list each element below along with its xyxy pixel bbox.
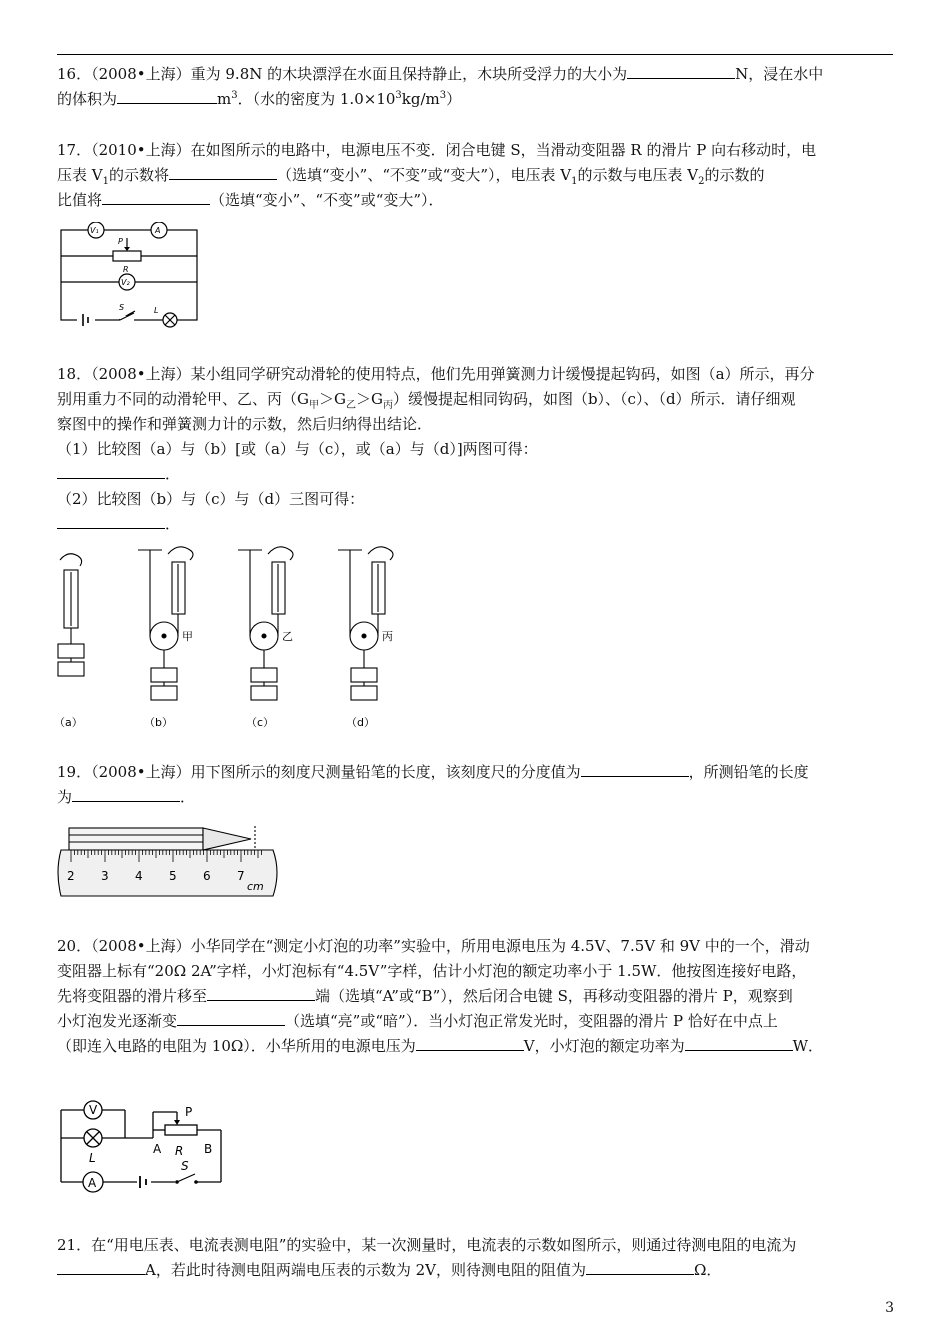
q19-ruler-diagram	[57, 822, 282, 902]
caption-c: （c）	[246, 716, 275, 729]
ruler-tick-label: 7	[237, 869, 245, 883]
q18-text-2: 别用重力不同的动滑轮甲、乙、丙（G	[57, 390, 309, 408]
answer-blank[interactable]	[57, 1259, 145, 1275]
pulley-label-yi: 乙	[282, 630, 293, 643]
label-r: R	[123, 265, 129, 274]
ruler-tick-label: 3	[101, 869, 109, 883]
subscript: 1	[102, 176, 109, 187]
q20-text-4: 端（选填“A”或“B”），然后闭合电键 S，再移动变阻器的滑片 P，观察到	[315, 987, 793, 1005]
weight-icon	[58, 644, 84, 658]
q18-text-8: ．	[165, 465, 181, 483]
q16-text-3: 的体积为	[57, 90, 118, 108]
q17-text-8: （选填“变小”、“不变”或“变大”）．	[210, 191, 444, 209]
weight-icon	[351, 668, 377, 682]
page-number: 3	[885, 1300, 894, 1316]
weight-icon	[151, 686, 177, 700]
label-r: R	[175, 1144, 184, 1158]
answer-blank[interactable]	[416, 1035, 524, 1051]
q18-text-5: ）缓慢提起相同钩码，如图（b）、（c）、（d）所示．请仔细观	[392, 390, 796, 408]
answer-blank[interactable]	[169, 164, 277, 180]
exponent: 3	[395, 90, 402, 101]
q20-text-9: W．	[792, 1037, 824, 1055]
hand-icon	[60, 554, 82, 566]
q19-text-2: ，所测铅笔的长度	[688, 763, 809, 781]
q20-text-5: 小灯泡发光逐渐变	[57, 1012, 178, 1030]
rheostat-icon	[165, 1125, 197, 1135]
q17-text-3: 的示数将	[108, 166, 169, 184]
q16-text-5: ）	[446, 90, 462, 108]
answer-blank[interactable]	[117, 88, 217, 104]
q19-text-3: 为	[57, 788, 73, 806]
weight-icon	[58, 662, 84, 676]
q18-text-7: （1）比较图（a）与（b）[或（a）与（c），或（a）与（d）]两图可得：	[57, 440, 538, 458]
weight-icon	[251, 668, 277, 682]
answer-blank[interactable]	[581, 761, 689, 777]
ruler-unit: cm	[247, 880, 264, 893]
answer-blank[interactable]	[57, 463, 165, 479]
label-a: A	[155, 226, 161, 235]
label-l: L	[154, 306, 159, 315]
label-l: L	[89, 1151, 96, 1165]
subscript: 乙	[345, 400, 356, 411]
q19-text-1: 19．（2008•上海）用下图所示的刻度尺测量铅笔的长度，该刻度尺的分度值为	[57, 763, 581, 781]
ruler-tick-label: 4	[135, 869, 143, 883]
q17-text-7: 比值将	[57, 191, 103, 209]
caption-d: （d）	[346, 716, 375, 729]
q16-text-4: ．（水的密度为 1.0×10	[237, 90, 396, 108]
figure-d	[338, 547, 393, 700]
hand-icon	[268, 547, 293, 560]
figure-a	[58, 554, 84, 676]
q20-circuit-diagram	[57, 1098, 227, 1196]
q16-text-1: 16．（2008•上海）重为 9.8N 的木块漂浮在水面且保持静止，木块所受浮力的大小为	[57, 65, 628, 83]
label-ammeter: A	[88, 1176, 97, 1190]
ruler-tick-label: 2	[67, 869, 75, 883]
pulley-label-jia: 甲	[182, 630, 193, 643]
q18-text-10: ．	[165, 515, 181, 533]
q17-text-6: 的示数的	[704, 166, 765, 184]
label-v: V	[89, 1103, 98, 1117]
q16-text-2: N，浸在水中	[735, 65, 824, 83]
q18-text-3: ＞G	[318, 390, 346, 408]
answer-blank[interactable]	[72, 786, 180, 802]
q21-text-3: Ω．	[693, 1261, 722, 1279]
ruler-tick-label: 6	[203, 869, 211, 883]
q17-text-1: 17．（2010•上海）在如图所示的电路中，电源电压不变．闭合电键 S，当滑动变阻器 R 的滑片 P 向右移动时，电	[57, 141, 817, 159]
resistor-r-icon	[113, 251, 141, 261]
pencil-tip	[203, 828, 251, 850]
q20-text-1: 20．（2008•上海）小华同学在“测定小灯泡的功率”实验中，所用电源电压为 4.5V、7.5V 和 9V 中的一个，滑动	[57, 937, 810, 955]
label-s: S	[119, 303, 125, 312]
question-16	[57, 62, 893, 112]
unit: m	[217, 90, 232, 108]
q20-text-6: （选填“亮”或“暗”）．当小灯泡正常发光时，变阻器的滑片 P 恰好在中点上	[285, 1012, 778, 1030]
question-18	[57, 362, 893, 537]
subscript: 1	[571, 176, 578, 187]
q20-text-7: （即连入电路的电阻为 10Ω）．小华所用的电源电压为	[57, 1037, 416, 1055]
answer-blank[interactable]	[627, 63, 735, 79]
label-v2: V₂	[121, 278, 130, 287]
q18-text-6: 察图中的操作和弹簧测力计的示数，然后归纳得出结论．	[57, 415, 433, 433]
answer-blank[interactable]	[685, 1035, 793, 1051]
q18-text-1: 18．（2008•上海）某小组同学研究动滑轮的使用特点，他们先用弹簧测力计缓慢提起钩码，如图（a）所示，再分	[57, 365, 815, 383]
caption-b: （b）	[144, 716, 173, 729]
pulley-label-bing: 丙	[382, 630, 393, 643]
hand-icon	[368, 547, 393, 560]
top-rule	[57, 54, 893, 55]
slider-arrow-icon	[174, 1120, 180, 1125]
weight-icon	[251, 686, 277, 700]
q18-text-9: （2）比较图（b）与（c）与（d）三图可得：	[57, 490, 365, 508]
q18-text-4: ＞G	[355, 390, 383, 408]
label-b-end: B	[204, 1142, 213, 1156]
weight-icon	[151, 668, 177, 682]
q21-text-2: A，若此时待测电阻两端电压表的示数为 2V，则待测电阻的阻值为	[145, 1261, 586, 1279]
answer-blank[interactable]	[586, 1259, 694, 1275]
exponent: 3	[231, 90, 238, 101]
q17-text-5: 的示数与电压表 V	[577, 166, 699, 184]
q21-text-1: 21．在“用电压表、电流表测电阻”的实验中，某一次测量时，电流表的示数如图所示，则通过待测电阻的电流为	[57, 1236, 797, 1254]
answer-blank[interactable]	[57, 513, 165, 529]
subscript: 甲	[308, 400, 319, 411]
answer-blank[interactable]	[102, 189, 210, 205]
weight-icon	[351, 686, 377, 700]
question-19	[57, 760, 893, 810]
unit: kg/m	[401, 90, 440, 108]
q20-text-8: V，小灯泡的额定功率为	[523, 1037, 685, 1055]
caption-a: （a）	[54, 716, 83, 729]
ruler-tick-label: 5	[169, 869, 177, 883]
question-17	[57, 138, 893, 213]
question-21	[57, 1233, 893, 1283]
label-a-end: A	[153, 1142, 162, 1156]
label-p: P	[185, 1105, 193, 1119]
figure-c	[238, 547, 293, 700]
pencil-body	[69, 828, 203, 850]
q19-text-4: ．	[180, 788, 196, 806]
exponent: 3	[439, 90, 447, 101]
label-s: S	[181, 1159, 189, 1173]
q20-text-2: 变阻器上标有“20Ω 2A”字样，小灯泡标有“4.5V”字样，估计小灯泡的额定功率小于 1.5W．他按图连接好电路，	[57, 962, 807, 980]
subscript: 丙	[382, 400, 393, 411]
label-p: P	[118, 237, 123, 246]
figure-b	[138, 547, 193, 700]
q20-text-3: 先将变阻器的滑片移至	[57, 987, 208, 1005]
answer-blank[interactable]	[207, 985, 315, 1001]
subscript: 2	[698, 176, 705, 187]
q17-circuit-diagram	[57, 222, 202, 328]
answer-blank[interactable]	[177, 1010, 285, 1026]
q18-pulley-diagram	[50, 540, 430, 732]
q17-text-2: 压表 V	[57, 166, 103, 184]
question-20	[57, 934, 893, 1059]
hand-icon	[168, 547, 193, 560]
q17-text-4: （选填“变小”、“不变”或“变大”），电压表 V	[277, 166, 572, 184]
label-v1: V₁	[90, 226, 99, 235]
